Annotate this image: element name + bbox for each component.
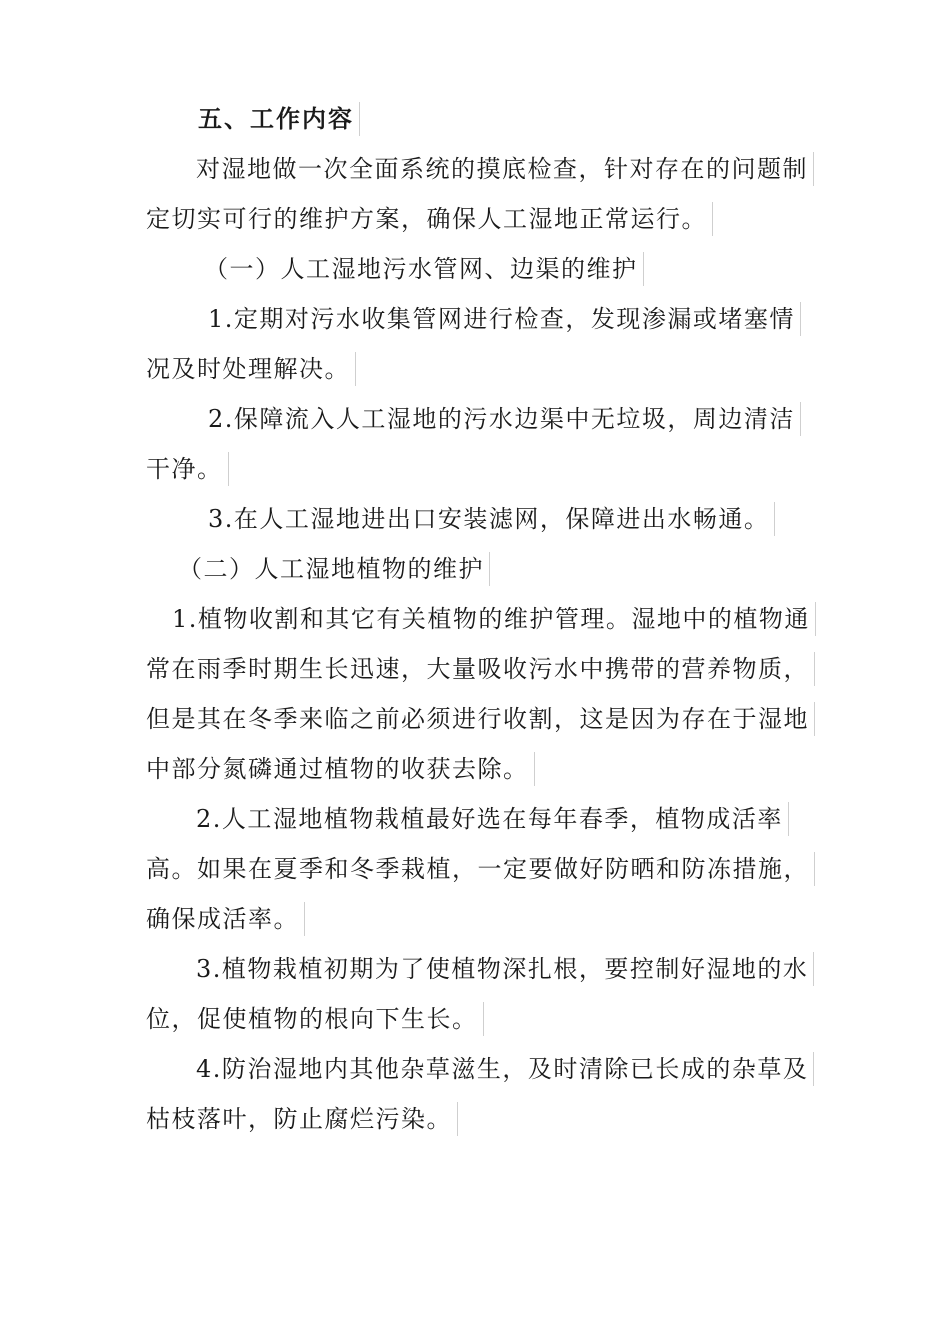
list-item-line: 中部分氮磷通过植物的收获去除。 (146, 755, 529, 783)
subsection-title: （一）人工湿地污水管网、边渠的维护 (204, 255, 638, 283)
list-item-line: 但是其在冬季来临之前必须进行收割，这是因为存在于湿地 (146, 705, 809, 733)
list-item-line: 2.人工湿地植物栽植最好选在每年春季，植物成活率 (196, 805, 783, 833)
subsection-title: （二）人工湿地植物的维护 (178, 555, 484, 583)
list-item-line: 位，促使植物的根向下生长。 (146, 1005, 478, 1033)
list-item-line: 高。如果在夏季和冬季栽植，一定要做好防晒和防冻措施， (146, 855, 809, 883)
list-item-line: 确保成活率。 (146, 905, 299, 933)
list-item-line: 1.植物收割和其它有关植物的维护管理。湿地中的植物通 (172, 605, 810, 633)
intro-line: 对湿地做一次全面系统的摸底检查，针对存在的问题制 (196, 155, 808, 183)
list-item-line: 常在雨季时期生长迅速，大量吸收污水中携带的营养物质， (146, 655, 809, 683)
list-item-line: 3.在人工湿地进出口安装滤网，保障进出水畅通。 (208, 505, 770, 533)
list-item-line: 1.定期对污水收集管网进行检查，发现渗漏或堵塞情 (208, 305, 795, 333)
section-heading: 五、工作内容 (198, 105, 354, 133)
list-item-line: 枯枝落叶，防止腐烂污染。 (146, 1105, 452, 1133)
list-item-line: 4.防治湿地内其他杂草滋生，及时清除已长成的杂草及 (196, 1055, 809, 1083)
intro-line: 定切实可行的维护方案，确保人工湿地正常运行。 (146, 205, 707, 233)
list-item-line: 2.保障流入人工湿地的污水边渠中无垃圾，周边清洁 (208, 405, 795, 433)
list-item-line: 况及时处理解决。 (146, 355, 350, 383)
list-item-line: 3.植物栽植初期为了使植物深扎根，要控制好湿地的水 (196, 955, 809, 983)
list-item-line: 干净。 (146, 455, 223, 483)
